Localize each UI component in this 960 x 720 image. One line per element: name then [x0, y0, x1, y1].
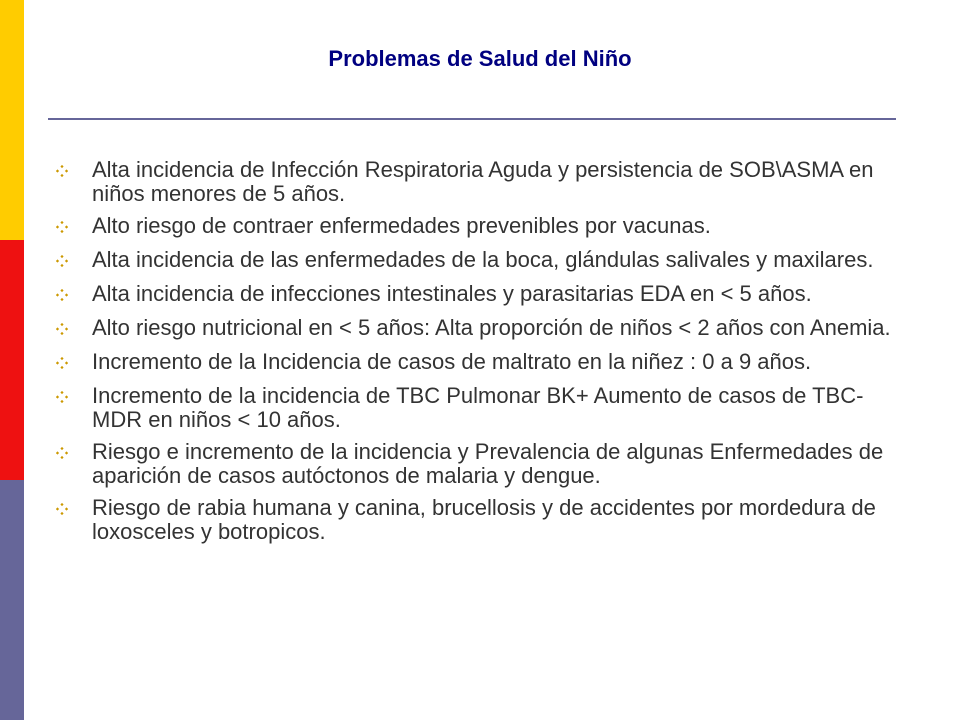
list-item-text: Riesgo de rabia humana y canina, brucellosis y de accidentes por mordedura de loxosceles y botropicos.: [92, 495, 876, 544]
slide-title: Problemas de Salud del Niño: [328, 46, 632, 71]
list-item-text: Alto riesgo nutricional en < 5 años: Alta proporción de niños < 2 años con Anemia.: [92, 315, 891, 340]
list-item: [56, 316, 906, 342]
diamond-bullet-icon: [56, 282, 92, 308]
diamond-bullet-icon: [56, 158, 92, 184]
title-divider: [48, 118, 896, 120]
diamond-bullet-icon: [56, 350, 92, 376]
bullet-list: [56, 158, 906, 552]
list-item: [56, 248, 906, 274]
list-item-text: Alto riesgo de contraer enfermedades prevenibles por vacunas.: [92, 213, 711, 238]
side-bar-yellow: [0, 0, 24, 240]
diamond-bullet-icon: [56, 496, 92, 522]
diamond-bullet-icon: [56, 248, 92, 274]
list-item: [56, 496, 906, 544]
diamond-bullet-icon: [56, 440, 92, 466]
diamond-bullet-icon: [56, 384, 92, 410]
list-item: [56, 350, 906, 376]
list-item-text: Riesgo e incremento de la incidencia y Prevalencia de algunas Enfermedades de aparición de casos autóctonos de malaria y dengue.: [92, 439, 884, 488]
side-bar-purple: [0, 480, 24, 720]
diamond-bullet-icon: [56, 214, 92, 240]
list-item: [56, 440, 906, 488]
list-item-text: Incremento de la incidencia de TBC Pulmonar BK+ Aumento de casos de TBC-MDR en niños < 10 años.: [92, 383, 864, 432]
diamond-bullet-icon: [56, 316, 92, 342]
list-item: [56, 214, 906, 240]
list-item: [56, 384, 906, 432]
list-item-text: Incremento de la Incidencia de casos de maltrato en la niñez : 0 a 9 años.: [92, 349, 812, 374]
list-item-text: Alta incidencia de Infección Respiratoria Aguda y persistencia de SOB\ASMA en niños menores de 5 años.: [92, 157, 874, 206]
list-item-text: Alta incidencia de las enfermedades de la boca, glándulas salivales y maxilares.: [92, 247, 874, 272]
side-bar-red: [0, 240, 24, 480]
list-item: [56, 282, 906, 308]
list-item: [56, 158, 906, 206]
list-item-text: Alta incidencia de infecciones intestinales y parasitarias EDA en < 5 años.: [92, 281, 812, 306]
